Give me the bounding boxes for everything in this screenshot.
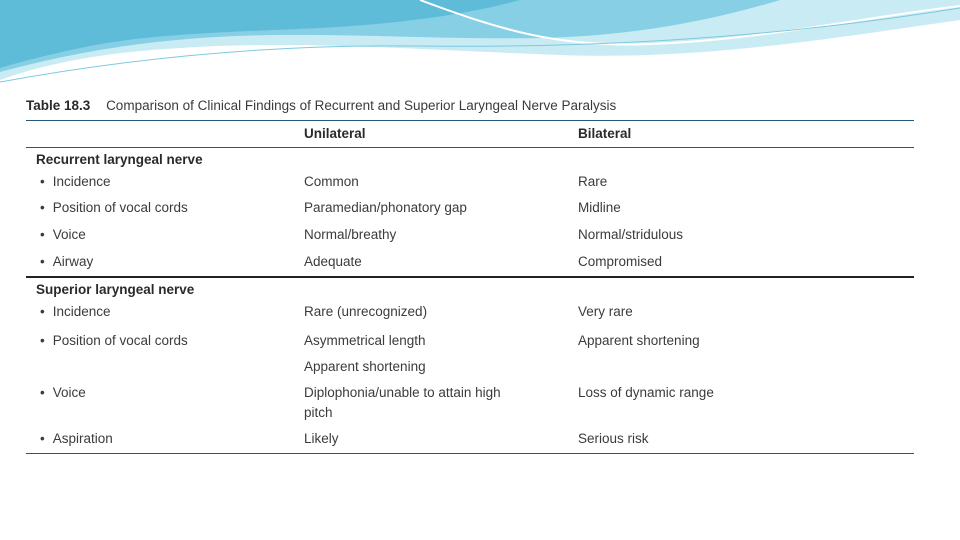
header-wave-decoration bbox=[0, 0, 960, 90]
section-superior-label: Superior laryngeal nerve bbox=[36, 282, 195, 297]
table-row bbox=[26, 225, 914, 252]
bullet: • bbox=[40, 304, 45, 319]
bullet: • bbox=[40, 174, 45, 189]
table-title: Comparison of Clinical Findings of Recurrent and Superior Laryngeal Nerve Paralysis bbox=[106, 98, 617, 113]
unilateral-value: Normal/breathy bbox=[304, 227, 397, 242]
section-heading bbox=[26, 148, 914, 172]
table-row bbox=[26, 198, 914, 225]
finding-label: Position of vocal cords bbox=[52, 333, 188, 348]
unilateral-value: Adequate bbox=[304, 254, 362, 269]
bullet: • bbox=[40, 431, 45, 446]
bilateral-value: Loss of dynamic range bbox=[578, 385, 714, 400]
table-row bbox=[26, 331, 914, 383]
table-row bbox=[26, 429, 914, 453]
clinical-findings-table bbox=[26, 96, 914, 454]
bilateral-value: Midline bbox=[578, 200, 621, 215]
finding-label: Voice bbox=[52, 385, 86, 400]
bullet: • bbox=[40, 385, 45, 400]
table-row bbox=[26, 252, 914, 276]
finding-label: Voice bbox=[52, 227, 86, 242]
section-recurrent-label: Recurrent laryngeal nerve bbox=[36, 152, 203, 167]
unilateral-value: Likely bbox=[304, 431, 339, 446]
bilateral-value: Rare bbox=[578, 174, 608, 189]
unilateral-value: Rare (unrecognized) bbox=[304, 304, 428, 319]
bullet: • bbox=[40, 333, 45, 348]
finding-label: Airway bbox=[52, 254, 94, 269]
unilateral-value: Diplophonia/unable to attain high pitch bbox=[304, 385, 501, 420]
bilateral-value: Serious risk bbox=[578, 431, 649, 446]
unilateral-value: Common bbox=[304, 174, 359, 189]
bullet: • bbox=[40, 254, 45, 269]
section-heading bbox=[26, 278, 914, 302]
bullet: • bbox=[40, 200, 45, 215]
unilateral-value: Asymmetrical length bbox=[304, 333, 426, 348]
finding-label: Aspiration bbox=[52, 431, 113, 446]
finding-label: Position of vocal cords bbox=[52, 200, 188, 215]
bilateral-value: Compromised bbox=[578, 254, 663, 269]
table-row bbox=[26, 302, 914, 331]
header-cell-unilateral: Unilateral bbox=[304, 126, 366, 141]
bilateral-value: Apparent shortening bbox=[578, 333, 700, 348]
table-row bbox=[26, 383, 914, 429]
header-cell-blank bbox=[26, 121, 304, 147]
unilateral-value: Paramedian/phonatory gap bbox=[304, 200, 467, 215]
table-number: Table 18.3 bbox=[26, 98, 91, 113]
finding-label: Incidence bbox=[52, 304, 111, 319]
header-cell-bilateral: Bilateral bbox=[578, 126, 632, 141]
table-header-row bbox=[26, 121, 914, 147]
bullet: • bbox=[40, 227, 45, 242]
finding-label: Incidence bbox=[52, 174, 111, 189]
table-bottom-rule bbox=[26, 453, 914, 454]
table-row bbox=[26, 172, 914, 198]
table-caption bbox=[26, 96, 914, 120]
unilateral-value-secondary: Apparent shortening bbox=[304, 359, 426, 374]
bilateral-value: Very rare bbox=[578, 304, 633, 319]
bilateral-value: Normal/stridulous bbox=[578, 227, 684, 242]
